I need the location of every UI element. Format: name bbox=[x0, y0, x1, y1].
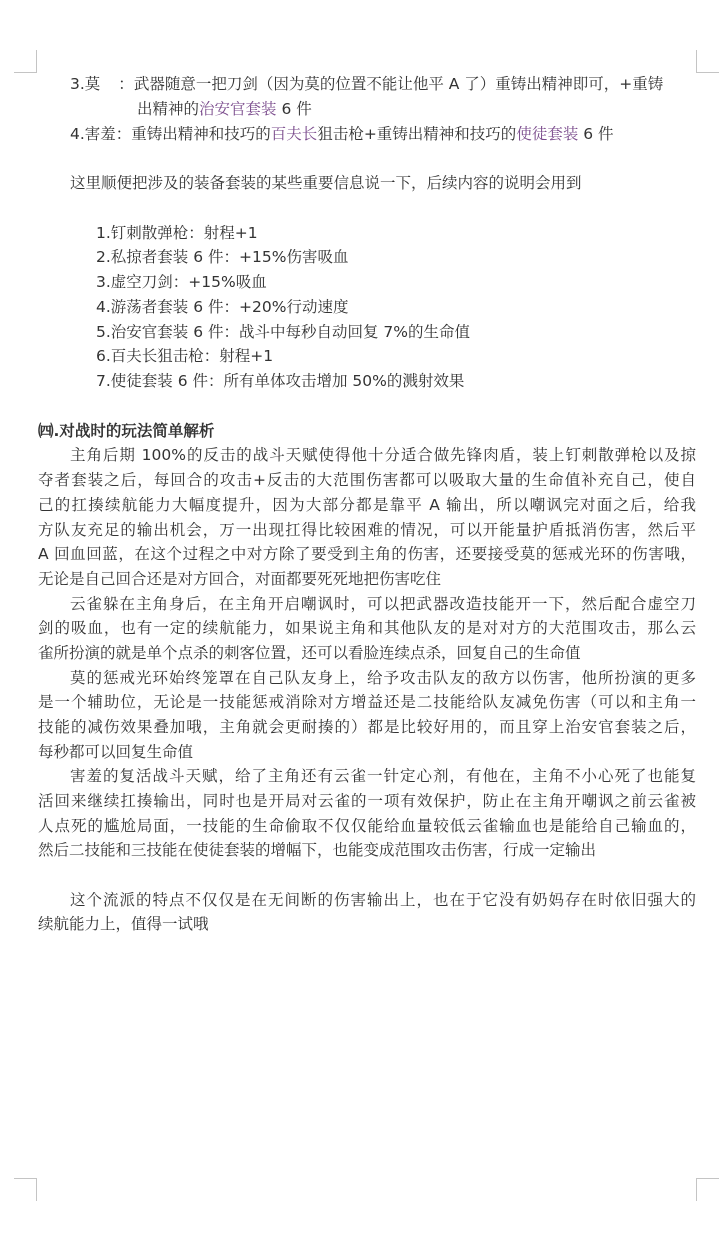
paragraph-line: 活回来继续扛揍输出，同时也是开局对云雀的一项有效保护，防止在主角开嘲讽之前云雀被 bbox=[38, 792, 696, 810]
gear-list-item: 6.百夫长狙击枪：射程+1 bbox=[96, 347, 274, 365]
team-item-mo-text: 武器随意一把刀剑（因为莫的位置不能让他平 A 了）重铸出精神即可，+重铸 bbox=[133, 75, 664, 93]
centurion-link[interactable]: 百夫长 bbox=[270, 125, 318, 143]
team-item-haixiu: 4.害羞：重铸出精神和技巧的百夫长狙击枪+重铸出精神和技巧的使徒套装 6 件 bbox=[70, 125, 614, 143]
paragraph-line: 害羞的复活战斗天赋，给了主角还有云雀一针定心剂，有他在，主角不小心死了也能复 bbox=[70, 767, 696, 785]
paragraph-line: 云雀躲在主角身后，在主角开启嘲讽时，可以把武器改造技能开一下，然后配合虚空刀 bbox=[70, 595, 696, 613]
team-item-mo-line2: 出精神的治安官套装 6 件 bbox=[137, 100, 312, 118]
gear-intro: 这里顺便把涉及的装备套装的某些重要信息说一下，后续内容的说明会用到 bbox=[70, 174, 582, 192]
paragraph-line: 莫的惩戒光环始终笼罩在自己队友身上，给予攻击队友的敌方以伤害，他所扮演的更多 bbox=[70, 669, 696, 687]
paragraph-line: 主角后期 100%的反击的战斗天赋使得他十分适合做先锋肉盾，装上钉刺散弹枪以及掠 bbox=[70, 446, 696, 464]
apostle-set-link[interactable]: 使徒套装 bbox=[516, 125, 579, 143]
sheriff-set-link[interactable]: 治安官套装 bbox=[199, 100, 277, 118]
conclusion-line: 这个流派的特点不仅仅是在无间断的伤害输出上，也在于它没有奶妈存在时依旧强大的 bbox=[70, 891, 696, 909]
paragraph-line: 然后二技能和三技能在使徒套装的增幅下，也能变成范围攻击伤害，行成一定输出 bbox=[38, 841, 597, 859]
crop-mark-bottom-right bbox=[696, 1178, 719, 1201]
gear-list-item: 4.游荡者套装 6 件：+20%行动速度 bbox=[96, 298, 349, 316]
crop-mark-top-right bbox=[696, 50, 719, 73]
paragraph-line: 雀所扮演的就是单个点杀的刺客位置，还可以看脸连续点杀，回复自己的生命值 bbox=[38, 644, 581, 662]
paragraph-line: 是一个辅助位，无论是一技能惩戒消除对方增益还是二技能给队友减免伤害（可以和主角一 bbox=[38, 693, 696, 711]
conclusion-line: 续航能力上，值得一试哦 bbox=[38, 915, 209, 933]
team-item-mo-colon: ： bbox=[118, 75, 134, 93]
paragraph-line: 夺者套装之后，每回合的攻击+反击的大范围伤害都可以吸取大量的生命值补充自己，使自 bbox=[38, 471, 696, 489]
paragraph-line: 每秒都可以回复生命值 bbox=[38, 743, 194, 761]
paragraph-line: 人点死的尴尬局面，一技能的生命偷取不仅仅能给血量较低云雀输血也是能给自己输血的， bbox=[38, 817, 696, 835]
paragraph-line: 剑的吸血，也有一定的续航能力，如果说主角和其他队友的是对对方的大范围攻击，那么云 bbox=[38, 619, 696, 637]
paragraph-line: 己的扛揍续航能力大幅度提升，因为大部分都是靠平 A 输出，所以嘲讽完对面之后，给我 bbox=[38, 496, 696, 514]
gear-list-item: 1.钉刺散弹枪：射程+1 bbox=[96, 224, 258, 242]
paragraph-line: A 回血回蓝，在这个过程之中对方除了要受到主角的伤害，还要接受莫的惩戒光环的伤害哦， bbox=[38, 545, 696, 563]
gear-list-item: 2.私掠者套装 6 件：+15%伤害吸血 bbox=[96, 248, 349, 266]
crop-mark-bottom-left bbox=[14, 1178, 37, 1201]
paragraph-line: 无论是自己回合还是对方回合，对面都要死死地把伤害吃住 bbox=[38, 570, 442, 588]
crop-mark-top-left bbox=[14, 50, 37, 73]
gear-list-item: 7.使徒套装 6 件：所有单体攻击增加 50%的溅射效果 bbox=[96, 372, 465, 390]
gear-list-item: 3.虚空刀剑：+15%吸血 bbox=[96, 273, 267, 291]
team-item-mo-number: 3.莫 bbox=[70, 75, 101, 93]
section-heading: ㈣.对战时的玩法简单解析 bbox=[38, 422, 215, 440]
team-item-mo-line1 bbox=[70, 74, 663, 94]
gear-list-item: 5.治安官套装 6 件：战斗中每秒自动回复 7%的生命值 bbox=[96, 323, 471, 341]
paragraph-line: 方队友充足的输出机会，万一出现扛得比较困难的情况，可以开能量护盾抵消伤害，然后平 bbox=[38, 521, 696, 539]
paragraph-line: 技能的减伤效果叠加哦，主角就会更耐揍的）都是比较好用的，而且穿上治安官套装之后， bbox=[38, 718, 696, 736]
